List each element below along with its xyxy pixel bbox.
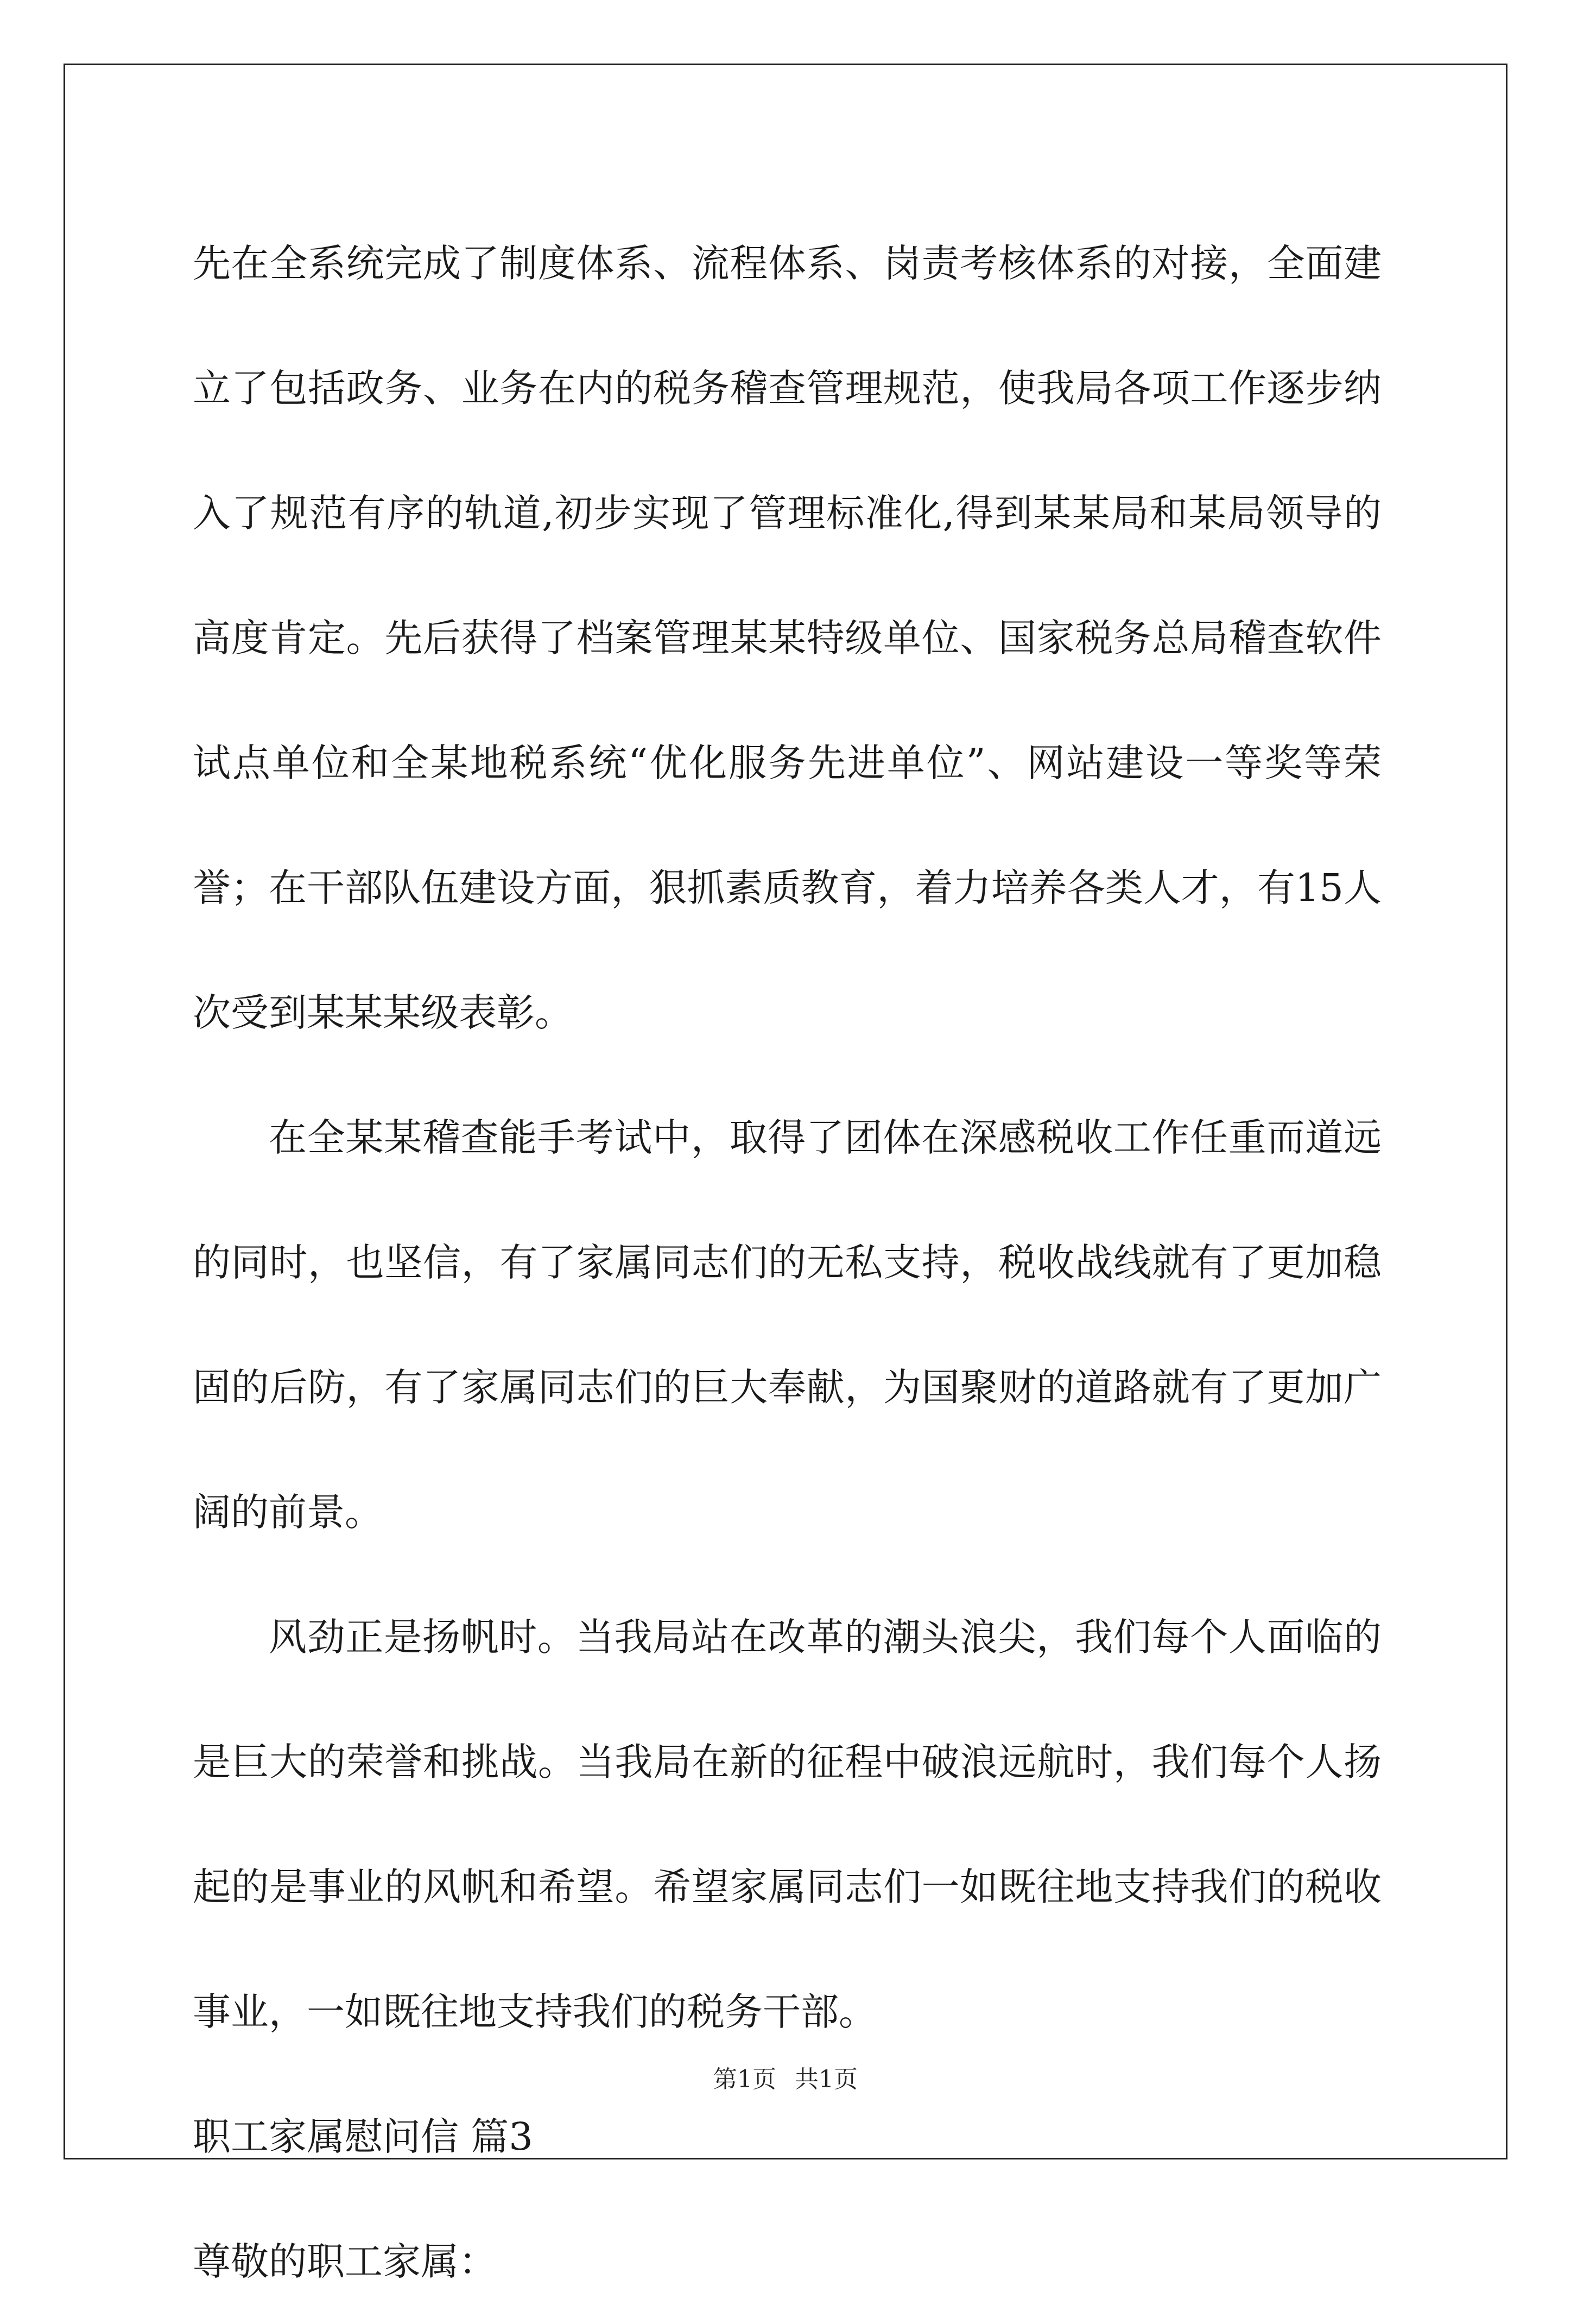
document-body [193,201,1382,2324]
page-number-current: 第1页 [713,2066,776,2093]
page-footer [0,2063,1571,2096]
section-heading: 职工家属慰问信 篇3 [193,2114,533,2159]
paragraph-continued: 先在全系统完成了制度体系、流程体系、岗责考核体系的对接，全面建立了包括政务、业务在内的税务稽查管理规范，使我局各项工作逐步纳入了规范有序的轨道,初步实现了管理标准化,得到某某局和某局领导的高度肯定。先后获得了档案管理某某特级单位、国家税务总局稽查软件试点单位和全某地税系统“优化服务先进单位”、网站建设一等奖等荣誉；在干部队伍建设方面，狠抓素质教育，着力培养各类人才，有15人次受到某某某级表彰。 [193,241,1382,1035]
page-number-total: 共1页 [795,2066,858,2093]
paragraph: 在全某某稽查能手考试中，取得了团体在深感税收工作任重而道远的同时，也坚信，有了家属同志们的无私支持，税收战线就有了更加稳固的后防，有了家属同志们的巨大奉献，为国聚财的道路就有了更加广阔的前景。 [193,1115,1382,1534]
salutation: 尊敬的职工家属： [193,2239,497,2284]
paragraph: 风劲正是扬帆时。当我局站在改革的潮头浪尖，我们每个人面临的是巨大的荣誉和挑战。当我局在新的征程中破浪远航时，我们每个人扬起的是事业的风帆和希望。希望家属同志们一如既往地支持我们的税收事业，一如既往地支持我们的税务干部。 [193,1615,1382,2034]
